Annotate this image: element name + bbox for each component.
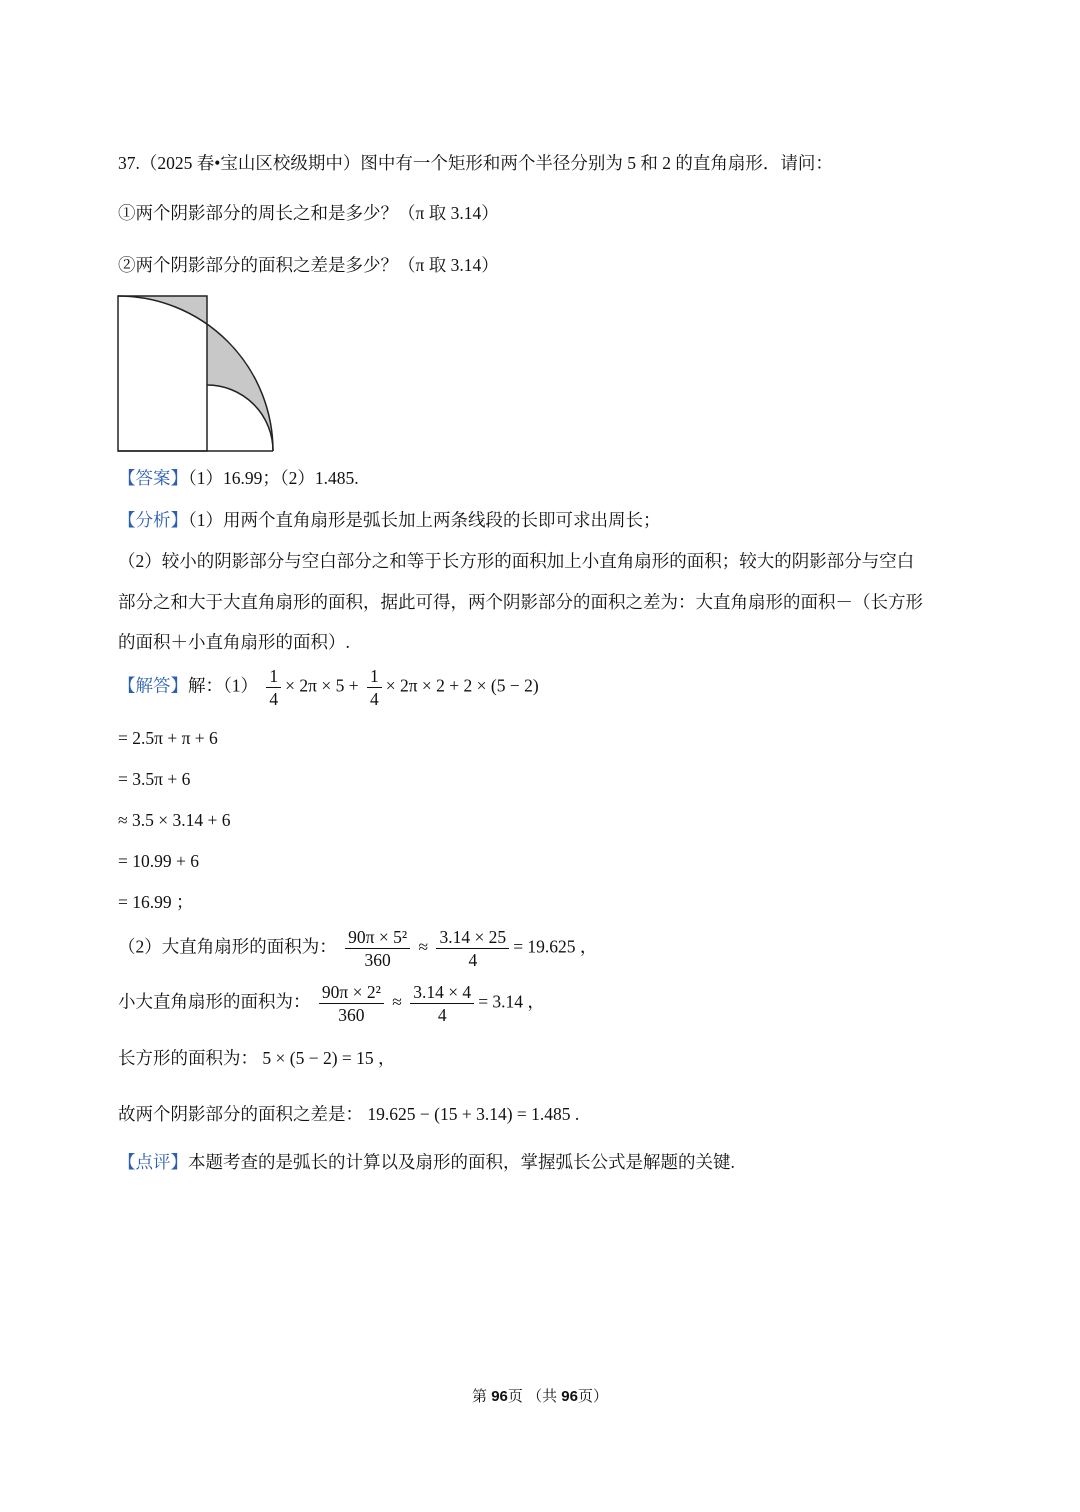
rectangle — [118, 296, 207, 451]
solution-step-2: = 3.5π + 6 — [118, 769, 191, 789]
page-number: 96 — [491, 1388, 508, 1405]
shaded-region-right — [207, 325, 273, 451]
solution-step-1: = 2.5π + π + 6 — [118, 728, 218, 748]
comment-line — [118, 1150, 735, 1174]
shaded-region-top — [118, 296, 207, 325]
comment-tag: 【点评】 — [118, 1152, 188, 1172]
question-part-1: ①两个阴影部分的周长之和是多少？（π 取 3.14） — [118, 203, 499, 223]
solution-line-1 — [118, 665, 539, 710]
big-result: = 19.625 ， — [513, 936, 598, 957]
solution-step-3: ≈ 3.5 × 3.14 + 6 — [118, 810, 231, 830]
question-part-2: ②两个阴影部分的面积之差是多少？（π 取 3.14） — [118, 255, 499, 275]
expr-part-a: × 2π × 5 + — [285, 675, 359, 696]
question-stem: 37.（2025 春•宝山区校级期中）图中有一个矩形和两个半径分别为 5 和 2 的直角扇形．请问： — [118, 153, 833, 173]
answer-text: （1）16.99；（2）1.485. — [188, 468, 359, 488]
solution-step-5: = 16.99 ； — [118, 892, 194, 912]
analysis-line-3: 部分之和大于大直角扇形的面积，据此可得，两个阴影部分的面积之差为：大直角扇形的面积－（长方形 — [118, 592, 923, 612]
analysis-line-1 — [118, 508, 661, 532]
rectangle-area-line: 长方形的面积为： 5 × (5 − 2) = 15 ， — [118, 1048, 396, 1068]
small-sector-label: 小大直角扇形的面积为： — [118, 991, 311, 1012]
small-result: = 3.14 ， — [478, 991, 545, 1012]
solution-step-4: = 10.99 + 6 — [118, 851, 199, 871]
fraction-quarter-1: $\frac{1}{4}$ — [266, 665, 281, 710]
big-fraction-2: $\frac{3.14 \times 25}{4}$ — [436, 926, 509, 971]
page-total: 96 — [561, 1388, 578, 1405]
small-fraction-2: $\frac{3.14 \times 4}{4}$ — [410, 981, 474, 1026]
geometry-figure — [115, 292, 280, 458]
page-footer: 第 96页 （共 96页） — [472, 1388, 608, 1405]
analysis-line-2: （2）较小的阴影部分与空白部分之和等于长方形的面积加上小直角扇形的面积；较大的阴影部分与空白 — [118, 551, 915, 571]
small-fraction-1: $\frac{\text{90π × 2²}}{360}$ — [319, 981, 384, 1026]
big-sector-label: （2）大直角扇形的面积为： — [118, 936, 337, 957]
final-difference-line: 故两个阴影部分的面积之差是： 19.625 − (15 + 3.14) = 1.485 . — [118, 1104, 580, 1124]
small-sector-area-line: 小大直角扇形的面积为： $\frac{\text{90π × 2²}}{360}$ ≈ $\frac{3.14 \times 4}{4}$ = 3.14 ， — [118, 982, 545, 1025]
big-fraction-1: $\frac{\text{90π × 5²}}{360}$ — [345, 926, 410, 971]
answer-line — [118, 466, 359, 490]
solution-tag: 【解答】 — [118, 675, 188, 696]
analysis-line-4: 的面积＋小直角扇形的面积）. — [118, 632, 350, 652]
analysis-tag: 【分析】 — [118, 510, 188, 530]
big-sector-area-line: （2）大直角扇形的面积为： $\frac{\text{90π × 5²}}{360}$ ≈ $\frac{3.14 \times 25}{4}$ = 19.625 ， — [118, 927, 598, 970]
answer-tag: 【答案】 — [118, 468, 188, 488]
comment-text: 本题考查的是弧长的计算以及扇形的面积，掌握弧长公式是解题的关键. — [188, 1152, 735, 1172]
solution-intro: 解：（1） — [188, 675, 258, 696]
expr-part-b: × 2π × 2 + 2 × (5 − 2) — [385, 675, 539, 696]
analysis-text-1: （1）用两个直角扇形是弧长加上两条线段的长即可求出周长； — [188, 510, 661, 530]
fraction-quarter-2: $\frac{1}{4}$ — [367, 665, 382, 710]
